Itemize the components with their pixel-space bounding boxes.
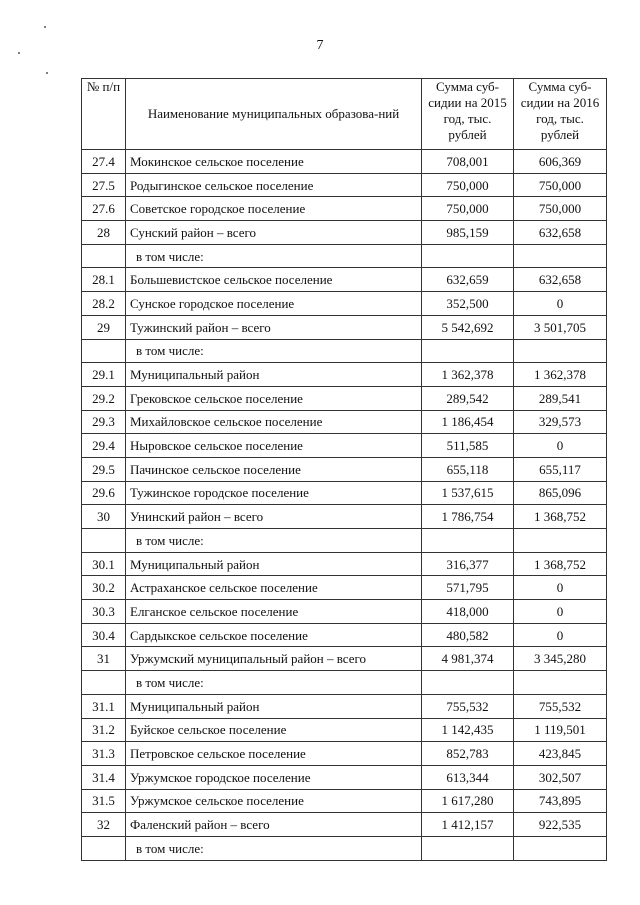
row-sum-2016-cell: 632,658: [514, 268, 607, 292]
row-sum-2015-cell: [422, 244, 514, 268]
table-row: [82, 481, 607, 505]
row-name-cell: Советское городское поселение: [126, 197, 422, 221]
row-name-cell: Муниципальный район: [126, 694, 422, 718]
row-name-cell: в том числе:: [126, 244, 422, 268]
row-sum-2016-cell: [514, 244, 607, 268]
row-name-cell: Тужинское городское поселение: [126, 481, 422, 505]
row-name-cell: в том числе:: [126, 529, 422, 553]
row-name-cell: Уржумский муниципальный район – всего: [126, 647, 422, 671]
row-number-cell: 27.6: [82, 197, 126, 221]
row-sum-2015-cell: 750,000: [422, 173, 514, 197]
table-row: [82, 836, 607, 860]
row-number-cell: 32: [82, 813, 126, 837]
row-number-cell: 31.5: [82, 789, 126, 813]
row-number-cell: 29.2: [82, 386, 126, 410]
row-sum-2015-cell: 1 362,378: [422, 363, 514, 387]
table-row: [82, 765, 607, 789]
row-sum-2015-cell: 1 142,435: [422, 718, 514, 742]
scan-speck: [44, 26, 46, 28]
header-number: № п/п: [82, 79, 126, 150]
row-number-cell: 29.3: [82, 410, 126, 434]
row-name-cell: Сардыкское сельское поселение: [126, 623, 422, 647]
row-number-cell: 31.2: [82, 718, 126, 742]
row-sum-2015-cell: 418,000: [422, 600, 514, 624]
table-row: [82, 694, 607, 718]
row-sum-2015-cell: 1 617,280: [422, 789, 514, 813]
row-sum-2016-cell: 750,000: [514, 173, 607, 197]
table-row: [82, 576, 607, 600]
row-sum-2015-cell: 632,659: [422, 268, 514, 292]
table-row: [82, 457, 607, 481]
row-name-cell: Большевистское сельское поселение: [126, 268, 422, 292]
row-number-cell: [82, 836, 126, 860]
table-row: [82, 363, 607, 387]
row-name-cell: Михайловское сельское поселение: [126, 410, 422, 434]
row-number-cell: 27.5: [82, 173, 126, 197]
table-row: [82, 197, 607, 221]
row-name-cell: Ныровское сельское поселение: [126, 434, 422, 458]
row-number-cell: 27.4: [82, 150, 126, 174]
row-name-cell: Муниципальный район: [126, 363, 422, 387]
table-row: [82, 386, 607, 410]
table-row: [82, 221, 607, 245]
row-name-cell: Родыгинское сельское поселение: [126, 173, 422, 197]
row-sum-2016-cell: 3 501,705: [514, 315, 607, 339]
row-number-cell: 30: [82, 505, 126, 529]
row-name-cell: в том числе:: [126, 671, 422, 695]
row-sum-2015-cell: 708,001: [422, 150, 514, 174]
row-sum-2016-cell: 423,845: [514, 742, 607, 766]
row-sum-2015-cell: [422, 671, 514, 695]
row-sum-2016-cell: 750,000: [514, 197, 607, 221]
row-sum-2016-cell: [514, 836, 607, 860]
row-sum-2015-cell: 571,795: [422, 576, 514, 600]
row-sum-2015-cell: 352,500: [422, 292, 514, 316]
row-sum-2015-cell: 1 786,754: [422, 505, 514, 529]
row-sum-2016-cell: 1 368,752: [514, 505, 607, 529]
row-number-cell: 29: [82, 315, 126, 339]
table-row: [82, 244, 607, 268]
row-number-cell: 31.1: [82, 694, 126, 718]
row-sum-2016-cell: 865,096: [514, 481, 607, 505]
row-name-cell: Петровское сельское поселение: [126, 742, 422, 766]
subsidy-table: [81, 78, 607, 861]
row-sum-2015-cell: 289,542: [422, 386, 514, 410]
row-name-cell: в том числе:: [126, 339, 422, 363]
row-number-cell: [82, 339, 126, 363]
row-sum-2015-cell: 852,783: [422, 742, 514, 766]
row-sum-2016-cell: 922,535: [514, 813, 607, 837]
row-name-cell: Фаленский район – всего: [126, 813, 422, 837]
row-number-cell: 30.1: [82, 552, 126, 576]
scan-speck: [46, 72, 48, 74]
table-header-row: [82, 79, 607, 150]
row-number-cell: 30.3: [82, 600, 126, 624]
row-number-cell: 31: [82, 647, 126, 671]
row-number-cell: 31.3: [82, 742, 126, 766]
row-number-cell: 29.5: [82, 457, 126, 481]
row-number-cell: [82, 529, 126, 553]
row-sum-2015-cell: 480,582: [422, 623, 514, 647]
table-row: [82, 315, 607, 339]
header-sum-2015: Сумма суб-сидии на 2015 год, тыс. рублей: [422, 79, 514, 150]
row-sum-2016-cell: 755,532: [514, 694, 607, 718]
row-sum-2015-cell: 511,585: [422, 434, 514, 458]
table-row: [82, 718, 607, 742]
table-row: [82, 173, 607, 197]
row-name-cell: в том числе:: [126, 836, 422, 860]
row-sum-2015-cell: 613,344: [422, 765, 514, 789]
row-sum-2016-cell: 1 119,501: [514, 718, 607, 742]
row-sum-2015-cell: 4 981,374: [422, 647, 514, 671]
row-number-cell: 29.1: [82, 363, 126, 387]
row-sum-2016-cell: [514, 671, 607, 695]
table-row: [82, 789, 607, 813]
row-sum-2016-cell: [514, 339, 607, 363]
table-row: [82, 410, 607, 434]
row-name-cell: Муниципальный район: [126, 552, 422, 576]
table-row: [82, 813, 607, 837]
table-row: [82, 505, 607, 529]
row-sum-2016-cell: 3 345,280: [514, 647, 607, 671]
row-name-cell: Мокинское сельское поселение: [126, 150, 422, 174]
row-sum-2016-cell: 329,573: [514, 410, 607, 434]
row-sum-2016-cell: 302,507: [514, 765, 607, 789]
row-number-cell: [82, 244, 126, 268]
row-name-cell: Уржумское сельское поселение: [126, 789, 422, 813]
row-number-cell: 28.1: [82, 268, 126, 292]
table-row: [82, 742, 607, 766]
row-number-cell: 31.4: [82, 765, 126, 789]
table-row: [82, 434, 607, 458]
table-row: [82, 647, 607, 671]
header-name: Наименование муниципальных образова-ний: [126, 79, 422, 150]
row-sum-2016-cell: 606,369: [514, 150, 607, 174]
row-sum-2015-cell: 5 542,692: [422, 315, 514, 339]
row-sum-2016-cell: 1 362,378: [514, 363, 607, 387]
row-number-cell: 28.2: [82, 292, 126, 316]
row-number-cell: 30.4: [82, 623, 126, 647]
page-number: 7: [316, 38, 324, 53]
row-sum-2015-cell: 655,118: [422, 457, 514, 481]
row-number-cell: [82, 671, 126, 695]
table-body: [82, 150, 607, 861]
row-sum-2016-cell: [514, 529, 607, 553]
row-name-cell: Сунское городское поселение: [126, 292, 422, 316]
row-number-cell: 30.2: [82, 576, 126, 600]
row-sum-2015-cell: [422, 529, 514, 553]
table-row: [82, 552, 607, 576]
table-row: [82, 623, 607, 647]
row-sum-2016-cell: 0: [514, 623, 607, 647]
table-row: [82, 292, 607, 316]
row-sum-2016-cell: 632,658: [514, 221, 607, 245]
row-sum-2015-cell: 1 412,157: [422, 813, 514, 837]
row-number-cell: 29.4: [82, 434, 126, 458]
row-sum-2016-cell: 0: [514, 600, 607, 624]
table-row: [82, 339, 607, 363]
row-name-cell: Унинский район – всего: [126, 505, 422, 529]
table-row: [82, 600, 607, 624]
table-row: [82, 150, 607, 174]
row-name-cell: Грековское сельское поселение: [126, 386, 422, 410]
row-name-cell: Астраханское сельское поселение: [126, 576, 422, 600]
row-name-cell: Тужинский район – всего: [126, 315, 422, 339]
row-sum-2016-cell: 0: [514, 292, 607, 316]
row-sum-2016-cell: 655,117: [514, 457, 607, 481]
row-name-cell: Сунский район – всего: [126, 221, 422, 245]
row-sum-2015-cell: 1 537,615: [422, 481, 514, 505]
row-name-cell: Уржумское городское поселение: [126, 765, 422, 789]
row-sum-2015-cell: 985,159: [422, 221, 514, 245]
row-sum-2015-cell: [422, 339, 514, 363]
row-sum-2015-cell: 750,000: [422, 197, 514, 221]
table-row: [82, 671, 607, 695]
row-sum-2015-cell: 316,377: [422, 552, 514, 576]
row-sum-2016-cell: 0: [514, 434, 607, 458]
table-row: [82, 529, 607, 553]
row-sum-2015-cell: 1 186,454: [422, 410, 514, 434]
row-name-cell: Елганское сельское поселение: [126, 600, 422, 624]
row-sum-2016-cell: 289,541: [514, 386, 607, 410]
row-name-cell: Пачинское сельское поселение: [126, 457, 422, 481]
row-sum-2015-cell: 755,532: [422, 694, 514, 718]
row-sum-2016-cell: 1 368,752: [514, 552, 607, 576]
row-name-cell: Буйское сельское поселение: [126, 718, 422, 742]
row-number-cell: 28: [82, 221, 126, 245]
table-row: [82, 268, 607, 292]
row-sum-2016-cell: 0: [514, 576, 607, 600]
header-sum-2016: Сумма суб-сидии на 2016 год, тыс. рублей: [514, 79, 607, 150]
row-sum-2016-cell: 743,895: [514, 789, 607, 813]
row-sum-2015-cell: [422, 836, 514, 860]
row-number-cell: 29.6: [82, 481, 126, 505]
